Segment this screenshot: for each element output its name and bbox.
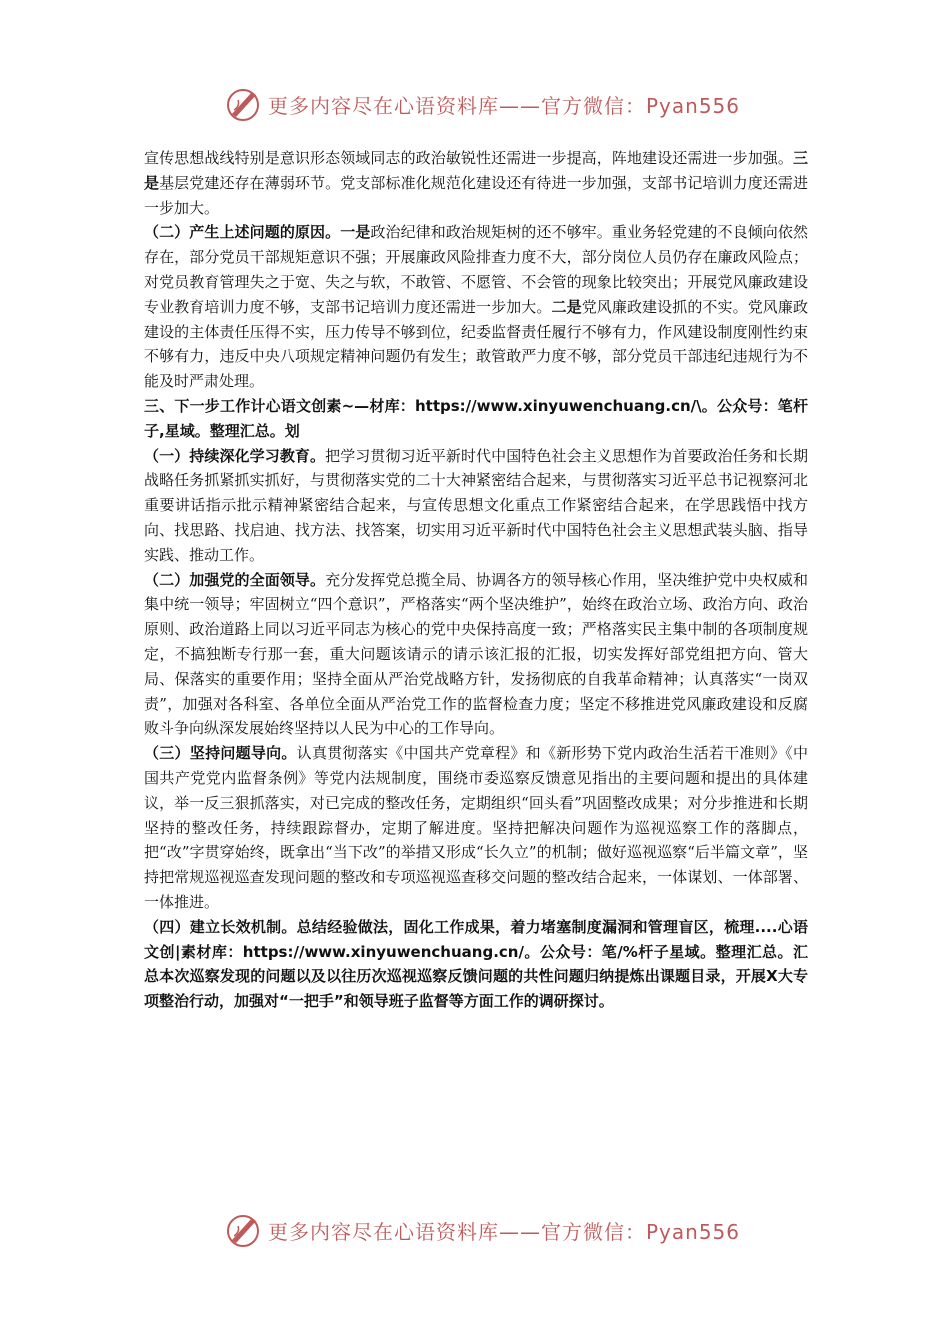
paragraph (144, 741, 808, 915)
bold-text-run: （二）加强党的全面领导。 (144, 570, 326, 589)
bold-text-run: 二是 (551, 297, 582, 316)
paragraph (144, 444, 808, 568)
text-run: 把学习贯彻习近平新时代中国特色社会主义思想作为首要政治任务和长期战略任务抓紧抓实抓好，与贯彻落实党的二十大神紧密结合起来，与贯彻落实习近平总书记视察河北重要讲话指示批示精神紧密结合起来，与宣传思想文化重点工作紧密结合起来，在学思践悟中找方向、找思路、找启迪、找方法、找答案，切实用习近平新时代中国特色社会主义思想武装头脑、指导实践、推动工作。 (144, 446, 808, 564)
text-run: 宣传思想战线特别是意识形态领域同志的政治敏锐性还需进一步提高，阵地建设还需进一步加强。 (144, 149, 793, 167)
bold-text-run: （四）建立长效机制。总结经验做法，固化工作成果，着力堵塞制度漏洞和管理盲区，梳理....心语文创|素材库：https://www.xinyuwenchuang.cn/。公众号：笔/%杆子星域。整理汇总。汇总本次巡察发现的问题以及以往历次巡视巡察反馈问题的共性问题归纳提炼出课题目录，开展X大专项整治行动，加强对“一把手”和领导班子监督等方面工作的调研探讨。 (144, 917, 808, 1011)
paragraph (144, 394, 808, 444)
bold-text-run: （三）坚持问题导向。 (144, 744, 297, 763)
document-body (144, 146, 808, 1014)
text-run: 认真贯彻落实《中国共产党章程》和《新形势下党内政治生活若干准则》《中国共产党党内监督条例》等党内法规制度，围绕市委巡察反馈意见指出的主要问题和提出的具体建议，举一反三狠抓落实，对已完成的整改任务，定期组织“回头看”巩固整改成果；对分步推进和长期坚持的整改任务，持续跟踪督办，定期了解进度。坚持把解决问题作为巡视巡察工作的落脚点，把“改”字贯穿始终，既拿出“当下改”的举措又形成“长久立”的机制；做好巡视巡察“后半篇文章”，坚持把常规巡视巡查发现问题的整改和专项巡视巡查移交问题的整改结合起来，一体谋划、一体部署、一体推进。 (144, 744, 808, 911)
pen-logo-icon (226, 86, 262, 122)
text-run: 政治纪律和政治规矩树的还不够牢。重业务轻党建的不良倾向依然存在，部分党员干部规矩意识不强；开展廉政风险排查力度不大，部分岗位人员仍存在廉政风险点；对党员教育管理失之于宽、失之与软，不敢管、不愿管、不会管的现象比较突出；开展党风廉政建设专业教育培训力度不够，支部书记培训力度还需进一步加大。 (144, 223, 808, 316)
watermark-text: 更多内容尽在心语资料库——官方微信：Pyan556 (268, 1219, 741, 1244)
text-run: 党风廉政建设抓的不实。党风廉政建设的主体责任压得不实，压力传导不够到位，纪委监督责任履行不够有力，作风建设制度刚性约束不够有力，违反中央八项规定精神问题仍有发生；敢管敢严力度不够，部分党员干部违纪违规行为不能及时严肃处理。 (144, 297, 808, 391)
text-run: 充分发挥党总揽全局、协调各方的领导核心作用，坚决维护党中央权威和集中统一领导；牢固树立“四个意识”，严格落实“两个坚决维护”，始终在政治立场、政治方向、政治原则、政治道路上同以习近平同志为核心的党中央保持高度一致；严格落实民主集中制的各项制度规定，不搞独断专行那一套，重大问题该请示的请示该汇报的汇报，切实发挥好部党组把方向、管大局、保落实的重要作用；坚持全面从严治党战略方针，发扬彻底的自我革命精神；认真落实“一岗双责”，加强对各科室、各单位全面从严治党工作的监督检查力度；坚定不移推进党风廉政建设和反腐败斗争向纵深发展始终坚持以人民为中心的工作导向。 (144, 570, 808, 738)
watermark-text: 更多内容尽在心语资料库——官方微信：Pyan556 (268, 93, 741, 118)
bold-text-run: （一）持续深化学习教育。 (144, 446, 326, 465)
paragraph (144, 915, 808, 1014)
bold-text-run: 一是 (340, 223, 371, 242)
watermark-banner-bottom (226, 1210, 746, 1250)
watermark-banner-top (226, 84, 746, 124)
bold-text-run: 三是 (144, 149, 808, 192)
bold-text-run: （二）产生上述问题的原因。 (144, 223, 341, 242)
bold-text-run: 三、下一步工作计心语文创素~—材库：https://www.xinyuwenchuang.cn/\。公众号：笔杆子,星域。整理汇总。划 (144, 396, 808, 440)
text-run: 基层党建还存在薄弱环节。党支部标准化规范化建设还有待进一步加强，支部书记培训力度还需进一步加大。 (144, 173, 808, 217)
paragraph (144, 568, 808, 742)
paragraph (144, 220, 808, 394)
paragraph (144, 146, 808, 220)
pen-logo-icon (226, 1212, 262, 1248)
